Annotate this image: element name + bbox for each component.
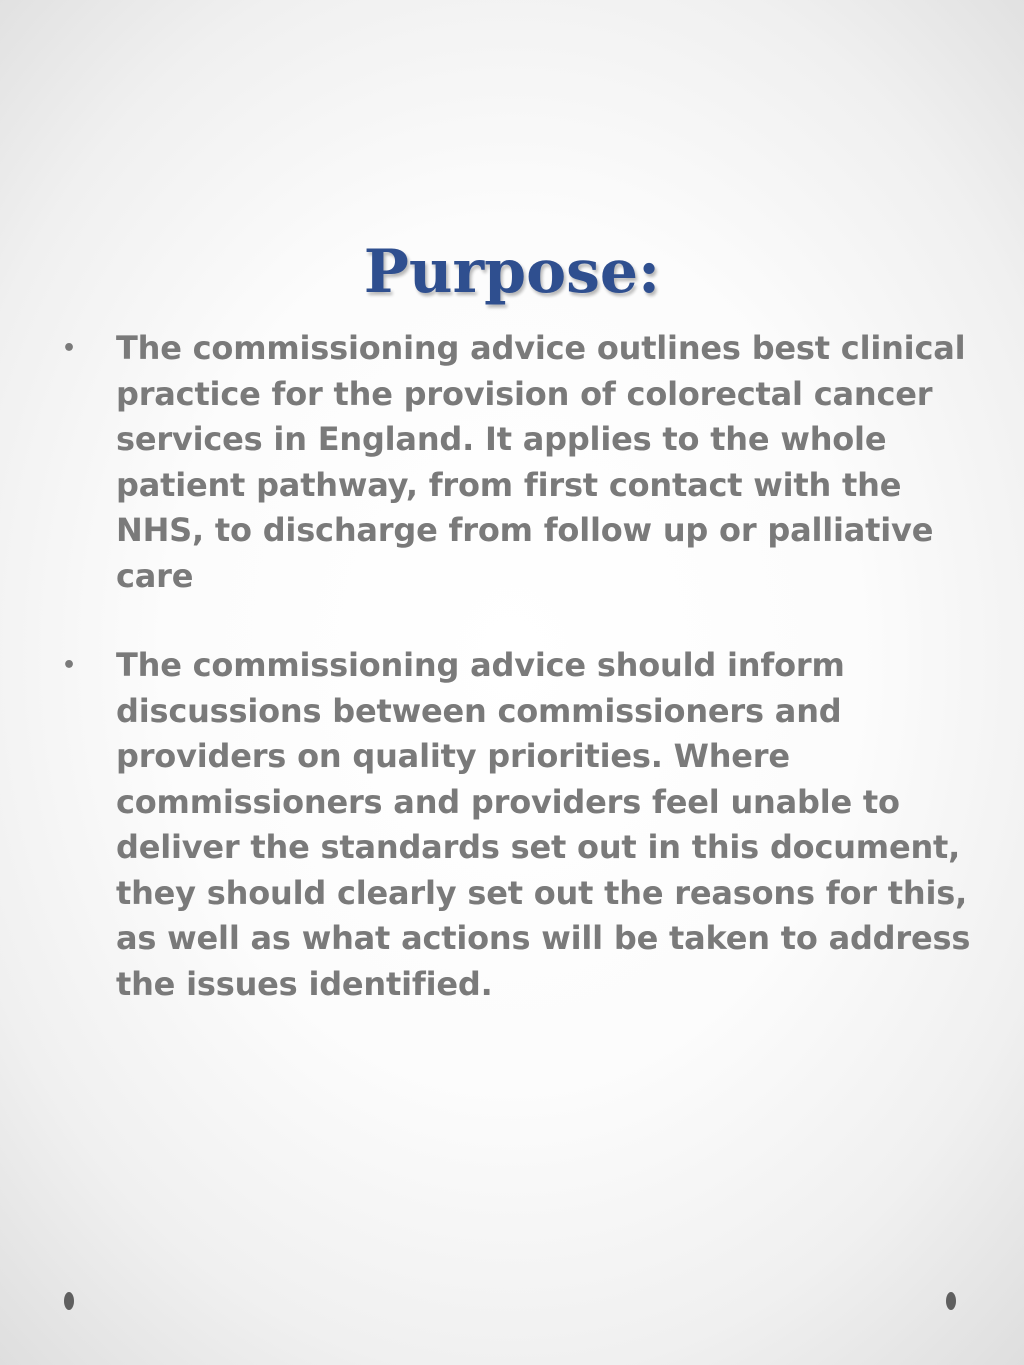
corner-dot-left — [64, 1292, 74, 1310]
bullet-text: The commissioning advice outlines best clinical practice for the provision of colorectal cancer services in England. It applies to the whole patient pathway, from first contact with the NHS, to discharge from follow up or palliative care — [116, 329, 966, 595]
bullet-list — [62, 326, 972, 1007]
slide-title: Purpose: — [363, 237, 661, 307]
bullet-marker: • — [62, 653, 76, 678]
bullet-text: The commissioning advice should inform discussions between commissioners and providers on quality priorities. Where commissioners and providers feel unable to deliver the standards set out in this document, they should clearly set out the reasons for this, as well as what actions will be taken to address the issues identified. — [116, 646, 971, 1003]
corner-dot-right — [946, 1292, 956, 1310]
bullet-item — [62, 643, 972, 1007]
bullet-marker: • — [62, 336, 76, 361]
bullet-item — [62, 326, 972, 599]
